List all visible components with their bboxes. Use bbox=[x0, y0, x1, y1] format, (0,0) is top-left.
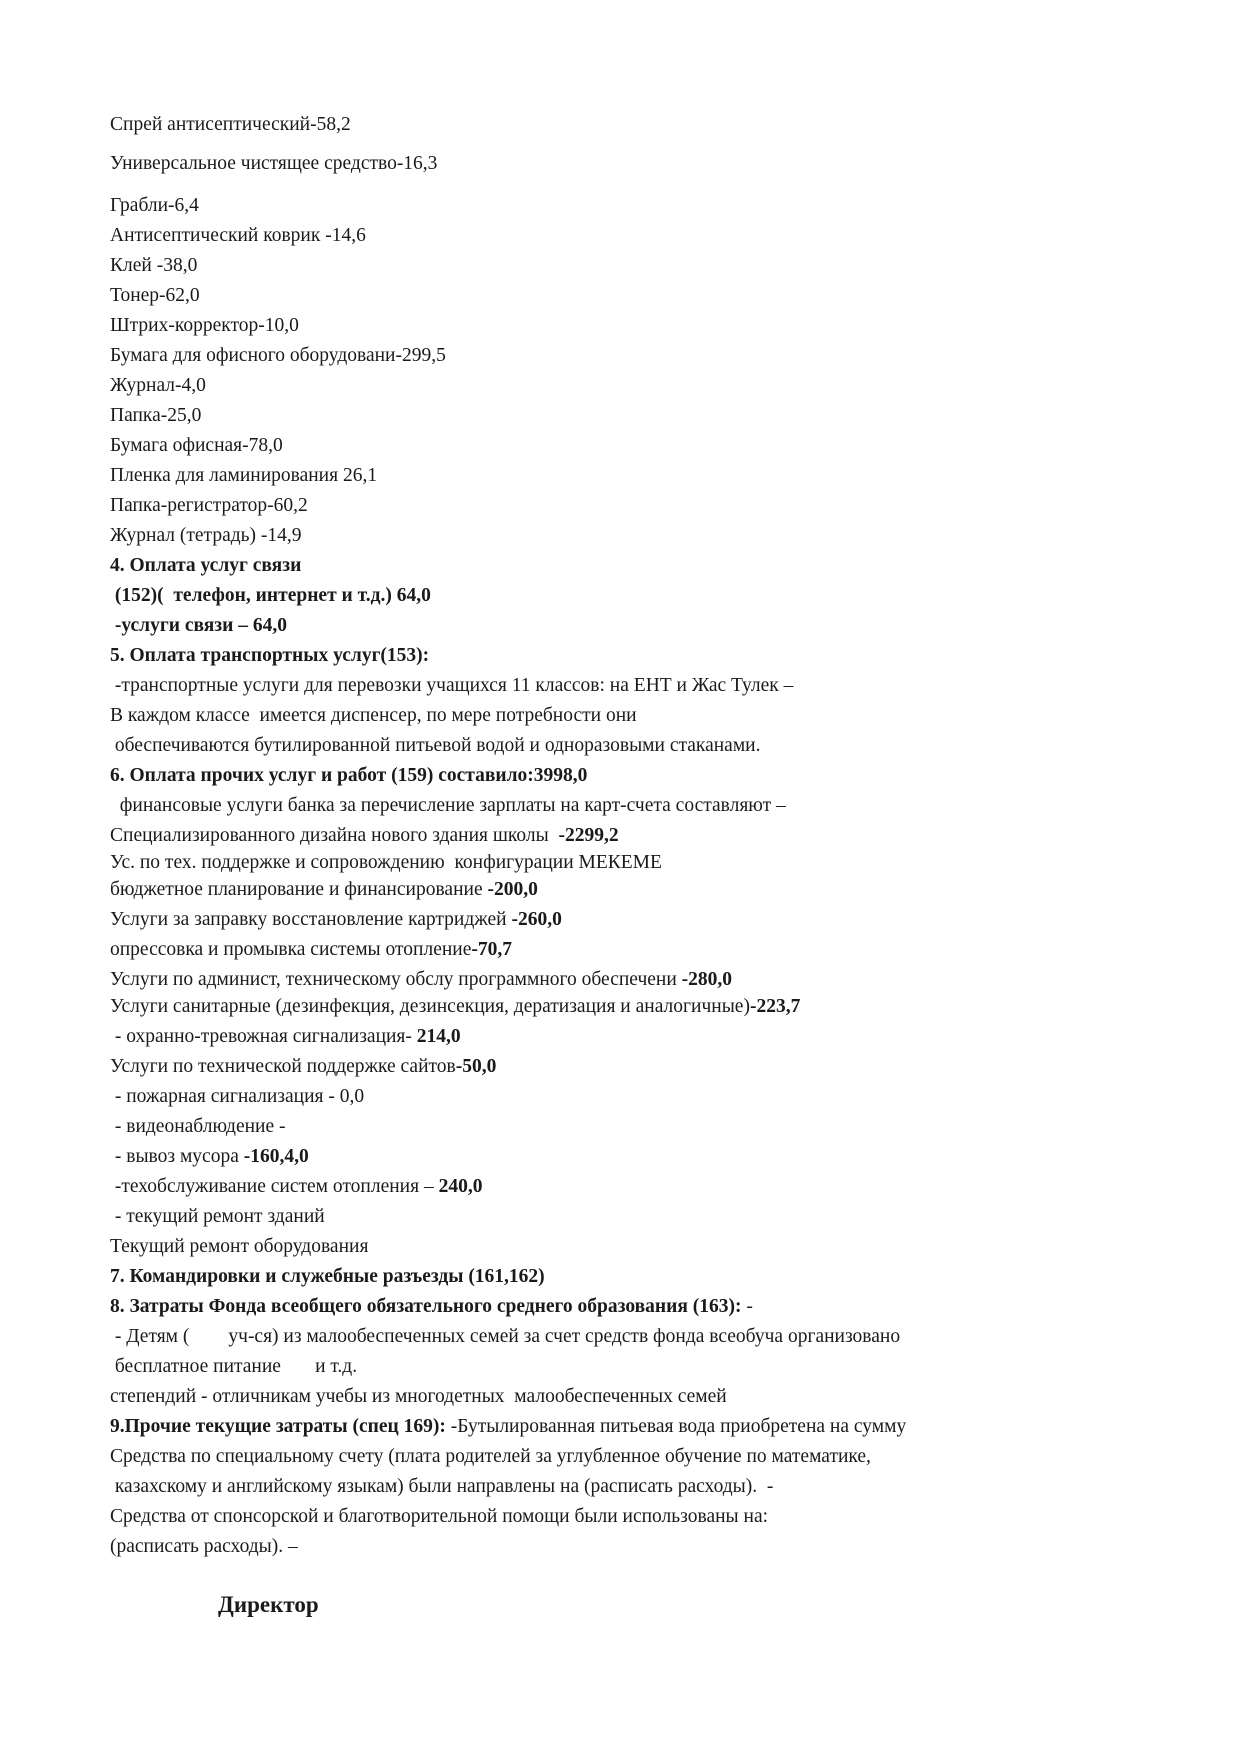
section-9-title-tail: -Бутылированная питьевая вода приобретена на сумму bbox=[445, 1416, 907, 1437]
section-6-line-11: - пожарная сигнализация - 0,0 bbox=[110, 1086, 365, 1107]
section-6-line-9 bbox=[110, 1026, 461, 1048]
section-8-title-text: 8. Затраты Фонда всеобщего обязательного среднего образования (163): bbox=[110, 1296, 742, 1317]
section-6-line-16: Текущий ремонт оборудования bbox=[110, 1236, 369, 1257]
section-6-line-15: - текущий ремонт зданий bbox=[110, 1206, 325, 1227]
section-6-line-1: финансовые услуги банка за перечисление зарплаты на карт-счета составляют – bbox=[110, 795, 786, 816]
item-glue: Клей -38,0 bbox=[110, 255, 198, 276]
item-rake: Грабли-6,4 bbox=[110, 195, 199, 216]
section-8-title-tail: - bbox=[741, 1296, 753, 1317]
section-9-title-text: 9.Прочие текущие затраты (спец 169): bbox=[110, 1416, 446, 1437]
line-text: Услуги по админист, техническому обслу программного обеспечени bbox=[110, 969, 682, 990]
section-5-line-2: В каждом классе имеется диспенсер, по мере потребности они bbox=[110, 705, 637, 726]
section-6-line-7 bbox=[110, 969, 732, 991]
item-corrector: Штрих-корректор-10,0 bbox=[110, 315, 299, 336]
section-6-line-12: - видеонаблюдение - bbox=[110, 1116, 286, 1137]
line-text: Услуги за заправку восстановление картриджей bbox=[110, 909, 512, 930]
section-8-line-1: - Детям ( уч-ся) из малообеспеченных семей за счет средств фонда всеобуча организовано bbox=[110, 1326, 901, 1347]
line-value: -223,7 bbox=[749, 996, 801, 1017]
line-text: - вывоз мусора bbox=[110, 1146, 244, 1167]
line-text: Услуги санитарные (дезинфекция, дезинсекция, дератизация и аналогичные) bbox=[110, 996, 750, 1017]
line-value: -50,0 bbox=[455, 1056, 497, 1077]
section-5-line-1: -транспортные услуги для перевозки учащихся 11 классов: на ЕНТ и Жас Тулек – bbox=[110, 675, 794, 696]
section-6-line-5 bbox=[110, 909, 562, 931]
section-9-line-3: Средства от спонсорской и благотворительной помощи были использованы на: bbox=[110, 1506, 769, 1527]
section-9-line-4: (расписать расходы). – bbox=[110, 1536, 298, 1557]
section-5-line-3: обеспечиваются бутилированной питьевой водой и одноразовыми стаканами. bbox=[110, 735, 761, 756]
section-8-title bbox=[110, 1296, 753, 1318]
line-value: 214,0 bbox=[416, 1026, 461, 1047]
line-value: 240,0 bbox=[438, 1176, 483, 1197]
section-4-title: 4. Оплата услуг связи bbox=[110, 555, 302, 576]
section-6-line-4 bbox=[110, 879, 538, 901]
item-antiseptic-mat: Антисептический коврик -14,6 bbox=[110, 225, 366, 246]
section-7-title: 7. Командировки и служебные разъезды (161,162) bbox=[110, 1266, 545, 1287]
item-laminating-film: Пленка для ламинирования 26,1 bbox=[110, 465, 378, 486]
section-9-line-2: казахскому и английскому языкам) были направлены на (расписать расходы). - bbox=[110, 1476, 774, 1497]
line-value: -280,0 bbox=[681, 969, 733, 990]
line-text: - охранно-тревожная сигнализация- bbox=[110, 1026, 417, 1047]
section-6-line-10 bbox=[110, 1056, 496, 1078]
line-text: -техобслуживание систем отопления – bbox=[110, 1176, 439, 1197]
line-text: Услуги по технической поддержке сайтов bbox=[110, 1056, 456, 1077]
item-journal: Журнал-4,0 bbox=[110, 375, 206, 396]
item-notebook-journal: Журнал (тетрадь) -14,9 bbox=[110, 525, 302, 546]
line-value: -2299,2 bbox=[558, 825, 619, 846]
section-6-line-14 bbox=[110, 1176, 482, 1198]
section-4-subtitle: (152)( телефон, интернет и т.д.) 64,0 bbox=[110, 585, 431, 606]
section-6-line-8 bbox=[110, 996, 800, 1018]
section-9-title bbox=[110, 1416, 906, 1438]
line-value: -160,4,0 bbox=[243, 1146, 309, 1167]
section-6-line-2 bbox=[110, 825, 619, 847]
item-office-paper-equipment: Бумага для офисного оборудовани-299,5 bbox=[110, 345, 446, 366]
item-toner: Тонер-62,0 bbox=[110, 285, 200, 306]
section-6-line-13 bbox=[110, 1146, 309, 1168]
item-cleaning-agent: Универсальное чистящее средство-16,3 bbox=[110, 153, 438, 174]
line-value: -200,0 bbox=[487, 879, 538, 900]
section-6-title: 6. Оплата прочих услуг и работ (159) составило:3998,0 bbox=[110, 765, 588, 786]
section-4-item: -услуги связи – 64,0 bbox=[110, 615, 288, 636]
item-office-paper: Бумага офисная-78,0 bbox=[110, 435, 283, 456]
section-6-line-6 bbox=[110, 939, 512, 961]
line-value: -70,7 bbox=[471, 939, 513, 960]
line-text: опрессовка и промывка системы отопление bbox=[110, 939, 472, 960]
line-text: Специализированного дизайна нового здания школы bbox=[110, 825, 559, 846]
item-antiseptic-spray: Спрей антисептический-58,2 bbox=[110, 114, 351, 135]
section-8-line-2: бесплатное питание и т.д. bbox=[110, 1356, 358, 1377]
section-5-title: 5. Оплата транспортных услуг(153): bbox=[110, 645, 430, 666]
section-6-line-3: Ус. по тех. поддержке и сопровождению конфигурации МЕКЕМЕ bbox=[110, 852, 662, 873]
line-text: бюджетное планирование и финансирование bbox=[110, 879, 488, 900]
item-folder: Папка-25,0 bbox=[110, 405, 202, 426]
item-binder: Папка-регистратор-60,2 bbox=[110, 495, 308, 516]
director-signature-label: Директор bbox=[218, 1592, 319, 1617]
section-9-line-1: Средства по специальному счету (плата родителей за углубленное обучение по математике, bbox=[110, 1446, 871, 1467]
line-value: -260,0 bbox=[511, 909, 562, 930]
section-8-line-3: степендий - отличникам учебы из многодетных малообеспеченных семей bbox=[110, 1386, 727, 1407]
